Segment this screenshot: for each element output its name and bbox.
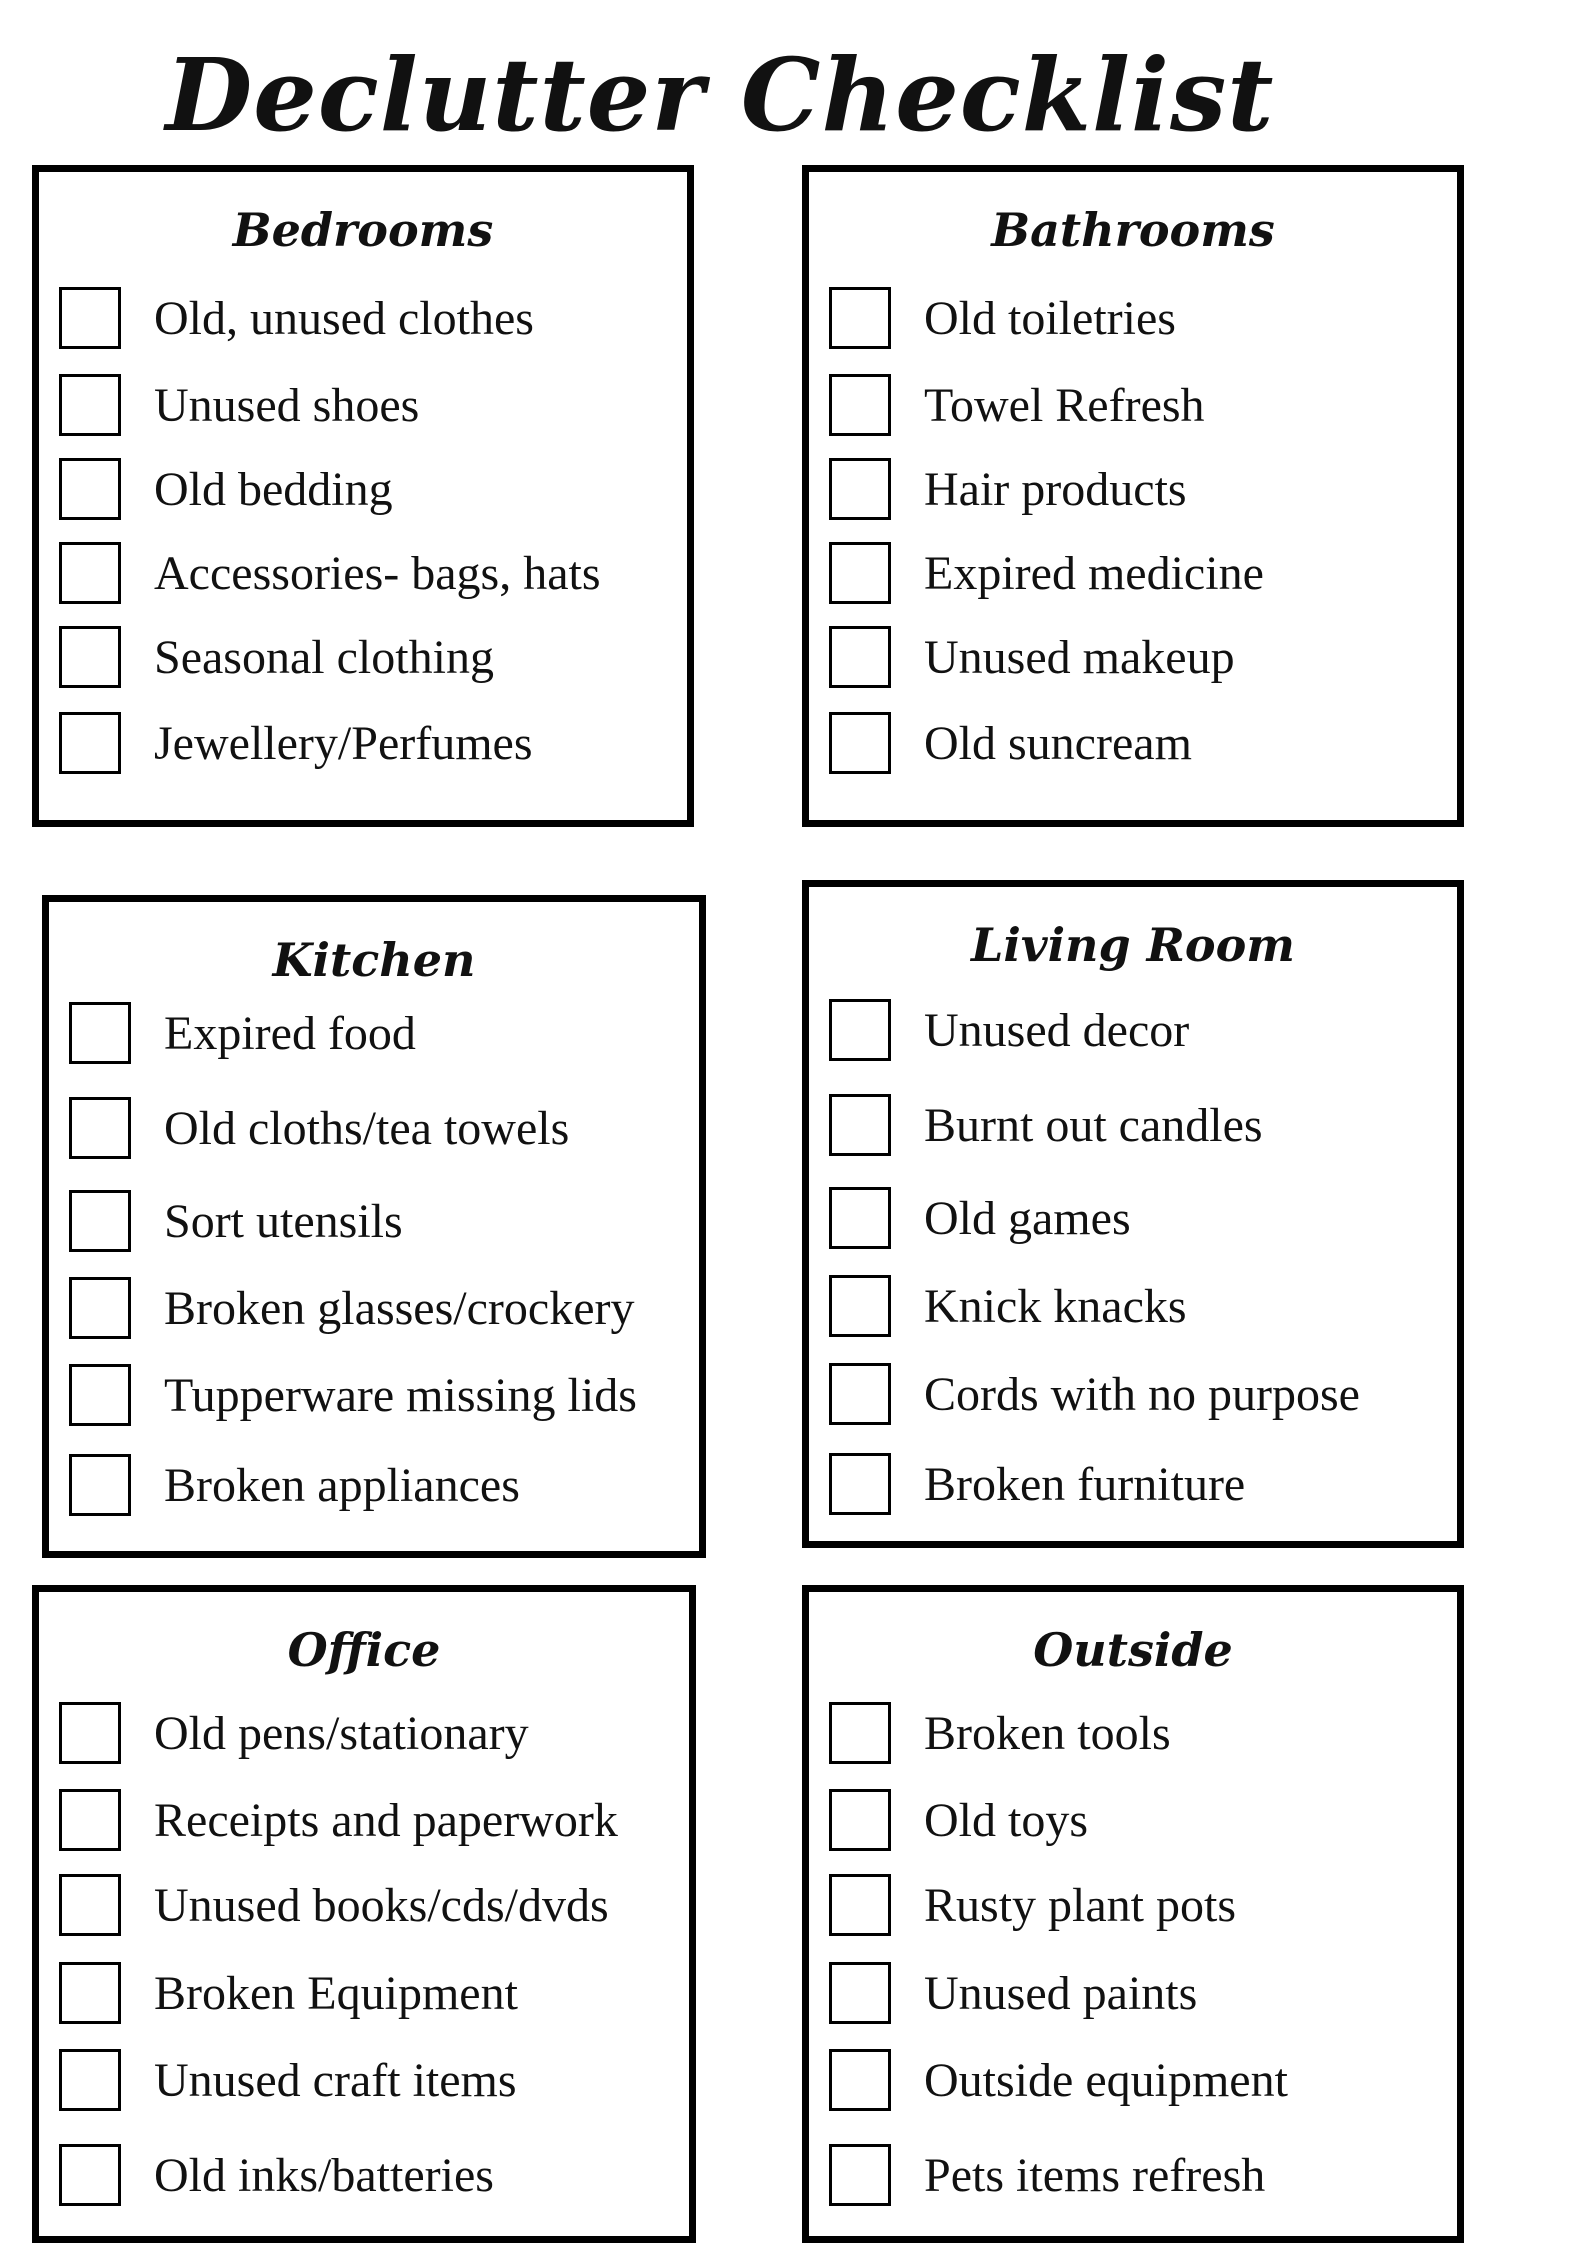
- section-heading: Living Room: [971, 918, 1295, 972]
- list-item: [829, 1789, 1447, 1859]
- list-item: [69, 1364, 689, 1434]
- list-item: [829, 712, 1447, 782]
- item-label: Old toiletries: [924, 292, 1176, 345]
- item-label: Broken appliances: [164, 1459, 520, 1512]
- item-label: Unused paints: [924, 1967, 1198, 2020]
- checkbox[interactable]: [829, 1275, 891, 1337]
- item-label: Unused craft items: [154, 2054, 517, 2107]
- checkbox[interactable]: [59, 1702, 121, 1764]
- checkbox[interactable]: [829, 1702, 891, 1764]
- list-item: [829, 1094, 1447, 1164]
- item-label: Tupperware missing lids: [164, 1369, 637, 1422]
- list-item: [59, 2144, 679, 2214]
- list-item: [829, 542, 1447, 612]
- item-label: Old cloths/tea towels: [164, 1102, 570, 1155]
- checkbox[interactable]: [59, 2049, 121, 2111]
- section-heading: Kitchen: [272, 933, 476, 987]
- checkbox[interactable]: [829, 626, 891, 688]
- section-office: [32, 1585, 696, 2243]
- page-title: Declutter Checklist: [165, 36, 1275, 154]
- checkbox[interactable]: [59, 1789, 121, 1851]
- list-item: [59, 1702, 679, 1772]
- item-label: Old pens/stationary: [154, 1707, 529, 1760]
- checkbox[interactable]: [59, 458, 121, 520]
- item-label: Old games: [924, 1192, 1131, 1245]
- item-label: Old suncream: [924, 717, 1192, 770]
- item-label: Outside equipment: [924, 2054, 1288, 2107]
- checkbox[interactable]: [829, 1094, 891, 1156]
- checkbox[interactable]: [59, 374, 121, 436]
- checkbox[interactable]: [829, 1453, 891, 1515]
- item-label: Knick knacks: [924, 1280, 1187, 1333]
- checkbox[interactable]: [829, 374, 891, 436]
- list-item: [829, 1874, 1447, 1944]
- checkbox[interactable]: [829, 1363, 891, 1425]
- checkbox[interactable]: [829, 1962, 891, 2024]
- item-label: Unused books/cds/dvds: [154, 1879, 609, 1932]
- list-item: [59, 626, 677, 696]
- section-heading: Outside: [1033, 1623, 1233, 1677]
- item-label: Burnt out candles: [924, 1099, 1263, 1152]
- section-heading: Office: [287, 1623, 441, 1677]
- checkbox[interactable]: [59, 1874, 121, 1936]
- list-item: [69, 1277, 689, 1347]
- item-label: Unused shoes: [154, 379, 420, 432]
- checkbox[interactable]: [69, 1454, 131, 1516]
- item-label: Pets items refresh: [924, 2149, 1266, 2202]
- checkbox[interactable]: [829, 542, 891, 604]
- checkbox[interactable]: [829, 2144, 891, 2206]
- section-bedrooms: [32, 165, 694, 827]
- checkbox[interactable]: [59, 287, 121, 349]
- section-living-room: [802, 880, 1464, 1548]
- list-item: [829, 1962, 1447, 2032]
- checkbox[interactable]: [59, 2144, 121, 2206]
- section-outside: [802, 1585, 1464, 2243]
- list-item: [829, 287, 1447, 357]
- list-item: [69, 1002, 689, 1072]
- checkbox[interactable]: [829, 999, 891, 1061]
- list-item: [829, 1702, 1447, 1772]
- list-item: [59, 374, 677, 444]
- checkbox[interactable]: [59, 712, 121, 774]
- item-label: Broken glasses/crockery: [164, 1282, 635, 1335]
- list-item: [69, 1097, 689, 1167]
- item-label: Towel Refresh: [924, 379, 1205, 432]
- item-label: Expired medicine: [924, 547, 1264, 600]
- section-bathrooms: [802, 165, 1464, 827]
- list-item: [59, 1874, 679, 1944]
- section-kitchen: [42, 895, 706, 1558]
- checkbox[interactable]: [69, 1002, 131, 1064]
- section-heading: Bathrooms: [991, 203, 1275, 257]
- list-item: [69, 1190, 689, 1260]
- list-item: [59, 542, 677, 612]
- item-label: Expired food: [164, 1007, 416, 1060]
- item-label: Broken Equipment: [154, 1967, 518, 2020]
- checkbox[interactable]: [829, 712, 891, 774]
- item-label: Receipts and paperwork: [154, 1794, 618, 1847]
- list-item: [59, 1789, 679, 1859]
- list-item: [59, 1962, 679, 2032]
- item-label: Old bedding: [154, 463, 393, 516]
- item-label: Broken furniture: [924, 1458, 1246, 1511]
- list-item: [59, 287, 677, 357]
- list-item: [829, 1187, 1447, 1257]
- checkbox[interactable]: [59, 1962, 121, 2024]
- list-item: [829, 458, 1447, 528]
- section-heading: Bedrooms: [232, 203, 494, 257]
- checkbox[interactable]: [69, 1364, 131, 1426]
- list-item: [829, 626, 1447, 696]
- checkbox[interactable]: [829, 458, 891, 520]
- checkbox[interactable]: [69, 1277, 131, 1339]
- item-label: Accessories- bags, hats: [154, 547, 601, 600]
- item-label: Old toys: [924, 1794, 1089, 1847]
- list-item: [829, 2049, 1447, 2119]
- item-label: Cords with no purpose: [924, 1368, 1360, 1421]
- list-item: [59, 458, 677, 528]
- list-item: [829, 1453, 1447, 1523]
- checkbox[interactable]: [59, 626, 121, 688]
- checkbox[interactable]: [829, 2049, 891, 2111]
- checkbox[interactable]: [59, 542, 121, 604]
- checkbox[interactable]: [829, 1874, 891, 1936]
- list-item: [59, 712, 677, 782]
- item-label: Broken tools: [924, 1707, 1171, 1760]
- item-label: Unused makeup: [924, 631, 1235, 684]
- list-item: [829, 1275, 1447, 1345]
- list-item: [69, 1454, 689, 1524]
- checkbox[interactable]: [69, 1190, 131, 1252]
- item-label: Unused decor: [924, 1004, 1190, 1057]
- checkbox[interactable]: [829, 287, 891, 349]
- list-item: [829, 1363, 1447, 1433]
- item-label: Sort utensils: [164, 1195, 403, 1248]
- checkbox[interactable]: [829, 1789, 891, 1851]
- list-item: [59, 2049, 679, 2119]
- checkbox[interactable]: [829, 1187, 891, 1249]
- list-item: [829, 2144, 1447, 2214]
- list-item: [829, 374, 1447, 444]
- item-label: Old inks/batteries: [154, 2149, 494, 2202]
- list-item: [829, 999, 1447, 1069]
- item-label: Hair products: [924, 463, 1187, 516]
- item-label: Rusty plant pots: [924, 1879, 1237, 1932]
- checkbox[interactable]: [69, 1097, 131, 1159]
- item-label: Jewellery/Perfumes: [154, 717, 533, 770]
- item-label: Seasonal clothing: [154, 631, 494, 684]
- item-label: Old, unused clothes: [154, 292, 534, 345]
